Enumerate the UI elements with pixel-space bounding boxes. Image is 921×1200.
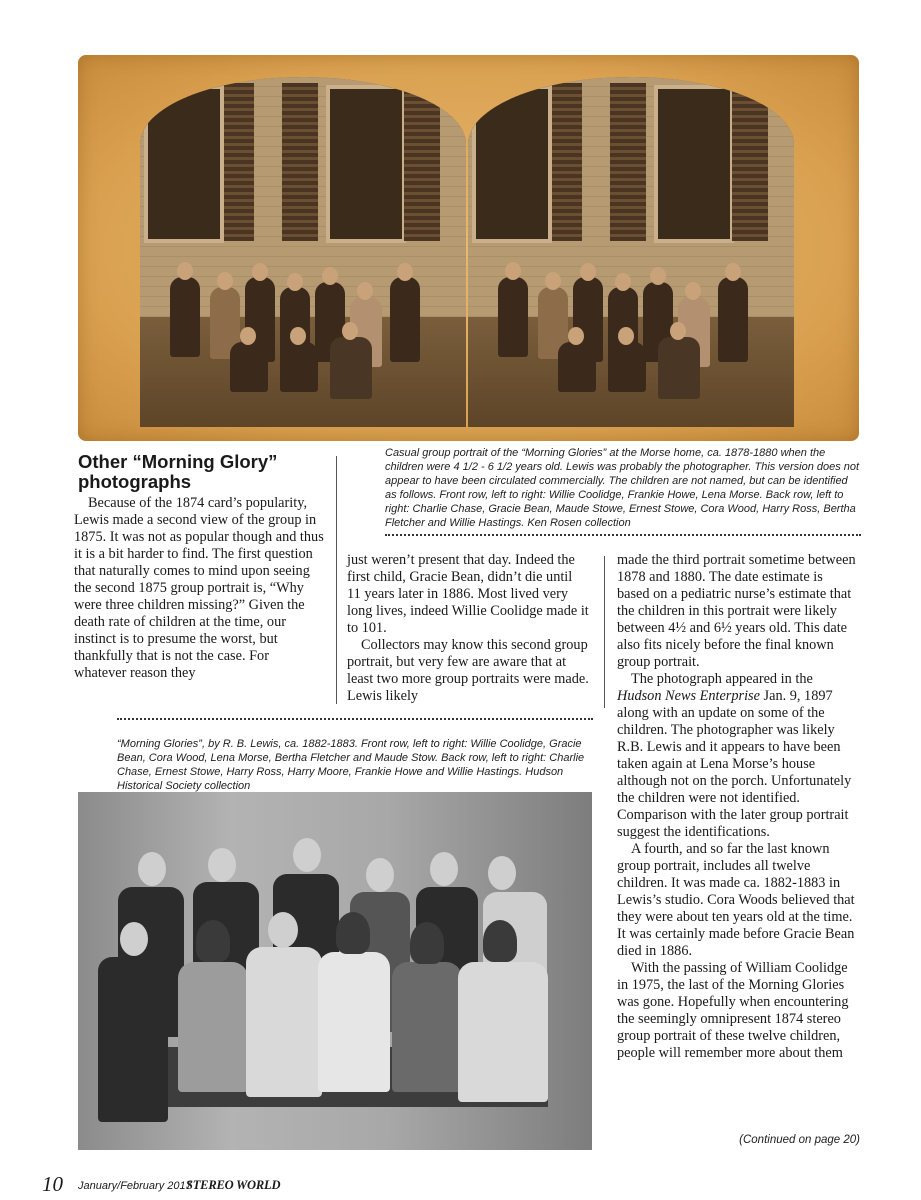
group-portrait-photo (78, 792, 592, 1150)
column-rule (336, 456, 337, 704)
page-number: 10 (42, 1172, 63, 1196)
paragraph (617, 671, 857, 841)
stereo-caption: Casual group portrait of the “Morning Glories” at the Morse home, ca. 1878-1880 when the children were 4 1/2 - 6 1/2 years old. Lewis was probably the photographer. This version does not appear to have been circulated commercially. The children are not named, but can be identified as follows. Front row, left to right: Willie Coolidge, Frankie Howe, Lena Morse. Back row, left to right: Charlie Chase, Gracie Bean, Maude Stowe, Ernest Stowe, Cora Wood, Harry Ross, Bertha Fletcher and Willie Hastings. Ken Rosen collection (385, 447, 860, 529)
stereo-right-image (468, 77, 794, 427)
caption-divider (385, 534, 861, 536)
publication-title: Hudson News Enterprise (617, 688, 760, 704)
paragraph: With the passing of William Coolidge in 1975, the last of the Morning Glories was gone. Hopefully when encountering the seemingly omnipresent 1874 stereo group portrait of these twelve children, people will remember more about them (617, 960, 849, 1061)
paragraph: A fourth, and so far the last known group portrait, includes all twelve children. It was made ca. 1882-1883 in Lewis’s studio. Cora Woods believed that they were about ten years old at the time. It was certainly made before Gracie Bean died in 1886. (617, 841, 855, 959)
text-run: Jan. 9, 1897 along with an update on some of the children. The photographer was likely R.B. Lewis and it appears to have been taken again at Lena Morse’s house although not on the porch. Unfortunately the children were not identified. Comparison with the later group portrait suggest the identifications. (617, 688, 852, 840)
article-column-2 (347, 552, 589, 705)
article-column-1 (74, 495, 324, 682)
paragraph: Because of the 1874 card’s popularity, Lewis made a second view of the group in 1875. It was not as popular though and thus it is a bit harder to find. The first question that naturally comes to mind upon seeing the second 1875 group portrait is, “Why were three children missing?” Given the death rate of children at the time, our instinct is to presume the worst, but thankfully that is not the case. For whatever reason they (74, 495, 324, 681)
paragraph: just weren’t present that day. Indeed the first child, Gracie Bean, didn’t die until 11 years later in 1886. Most lived very long lives, indeed Willie Coolidge made it to 101. (347, 552, 589, 636)
stereoview-card-photo (78, 55, 859, 441)
column-rule (604, 556, 605, 708)
group-caption: “Morning Glories”, by R. B. Lewis, ca. 1882-1883. Front row, left to right: Willie Coolidge, Gracie Bean, Cora Wood, Lena Morse, Bertha Fletcher and Maude Stow. Back row, left to right: Charlie Chase, Ernest Stowe, Harry Ross, Harry Moore, Frankie Howe and Willie Hastings. Hudson Historical Society collection (117, 738, 585, 792)
continued-note: (Continued on page 20) (739, 1134, 860, 1146)
stereo-left-image (140, 77, 466, 427)
paragraph: made the third portrait sometime between 1878 and 1880. The date estimate is based on a pediatric nurse’s estimate that the children in this portrait were likely between 4½ and 6½ years old. This date also fits nicely before the final known group portrait. (617, 552, 856, 670)
text-run: The photograph appeared in the (631, 671, 813, 687)
caption-divider (117, 718, 593, 720)
issue-date: January/February 2017 (78, 1180, 192, 1192)
magazine-name: STEREO WORLD (186, 1178, 281, 1192)
article-column-3 (617, 552, 857, 1062)
section-heading: Other “Morning Glory” photographs (78, 451, 278, 492)
paragraph: Collectors may know this second group portrait, but very few are aware that at least two more group portraits were made. Lewis likely (347, 637, 589, 704)
